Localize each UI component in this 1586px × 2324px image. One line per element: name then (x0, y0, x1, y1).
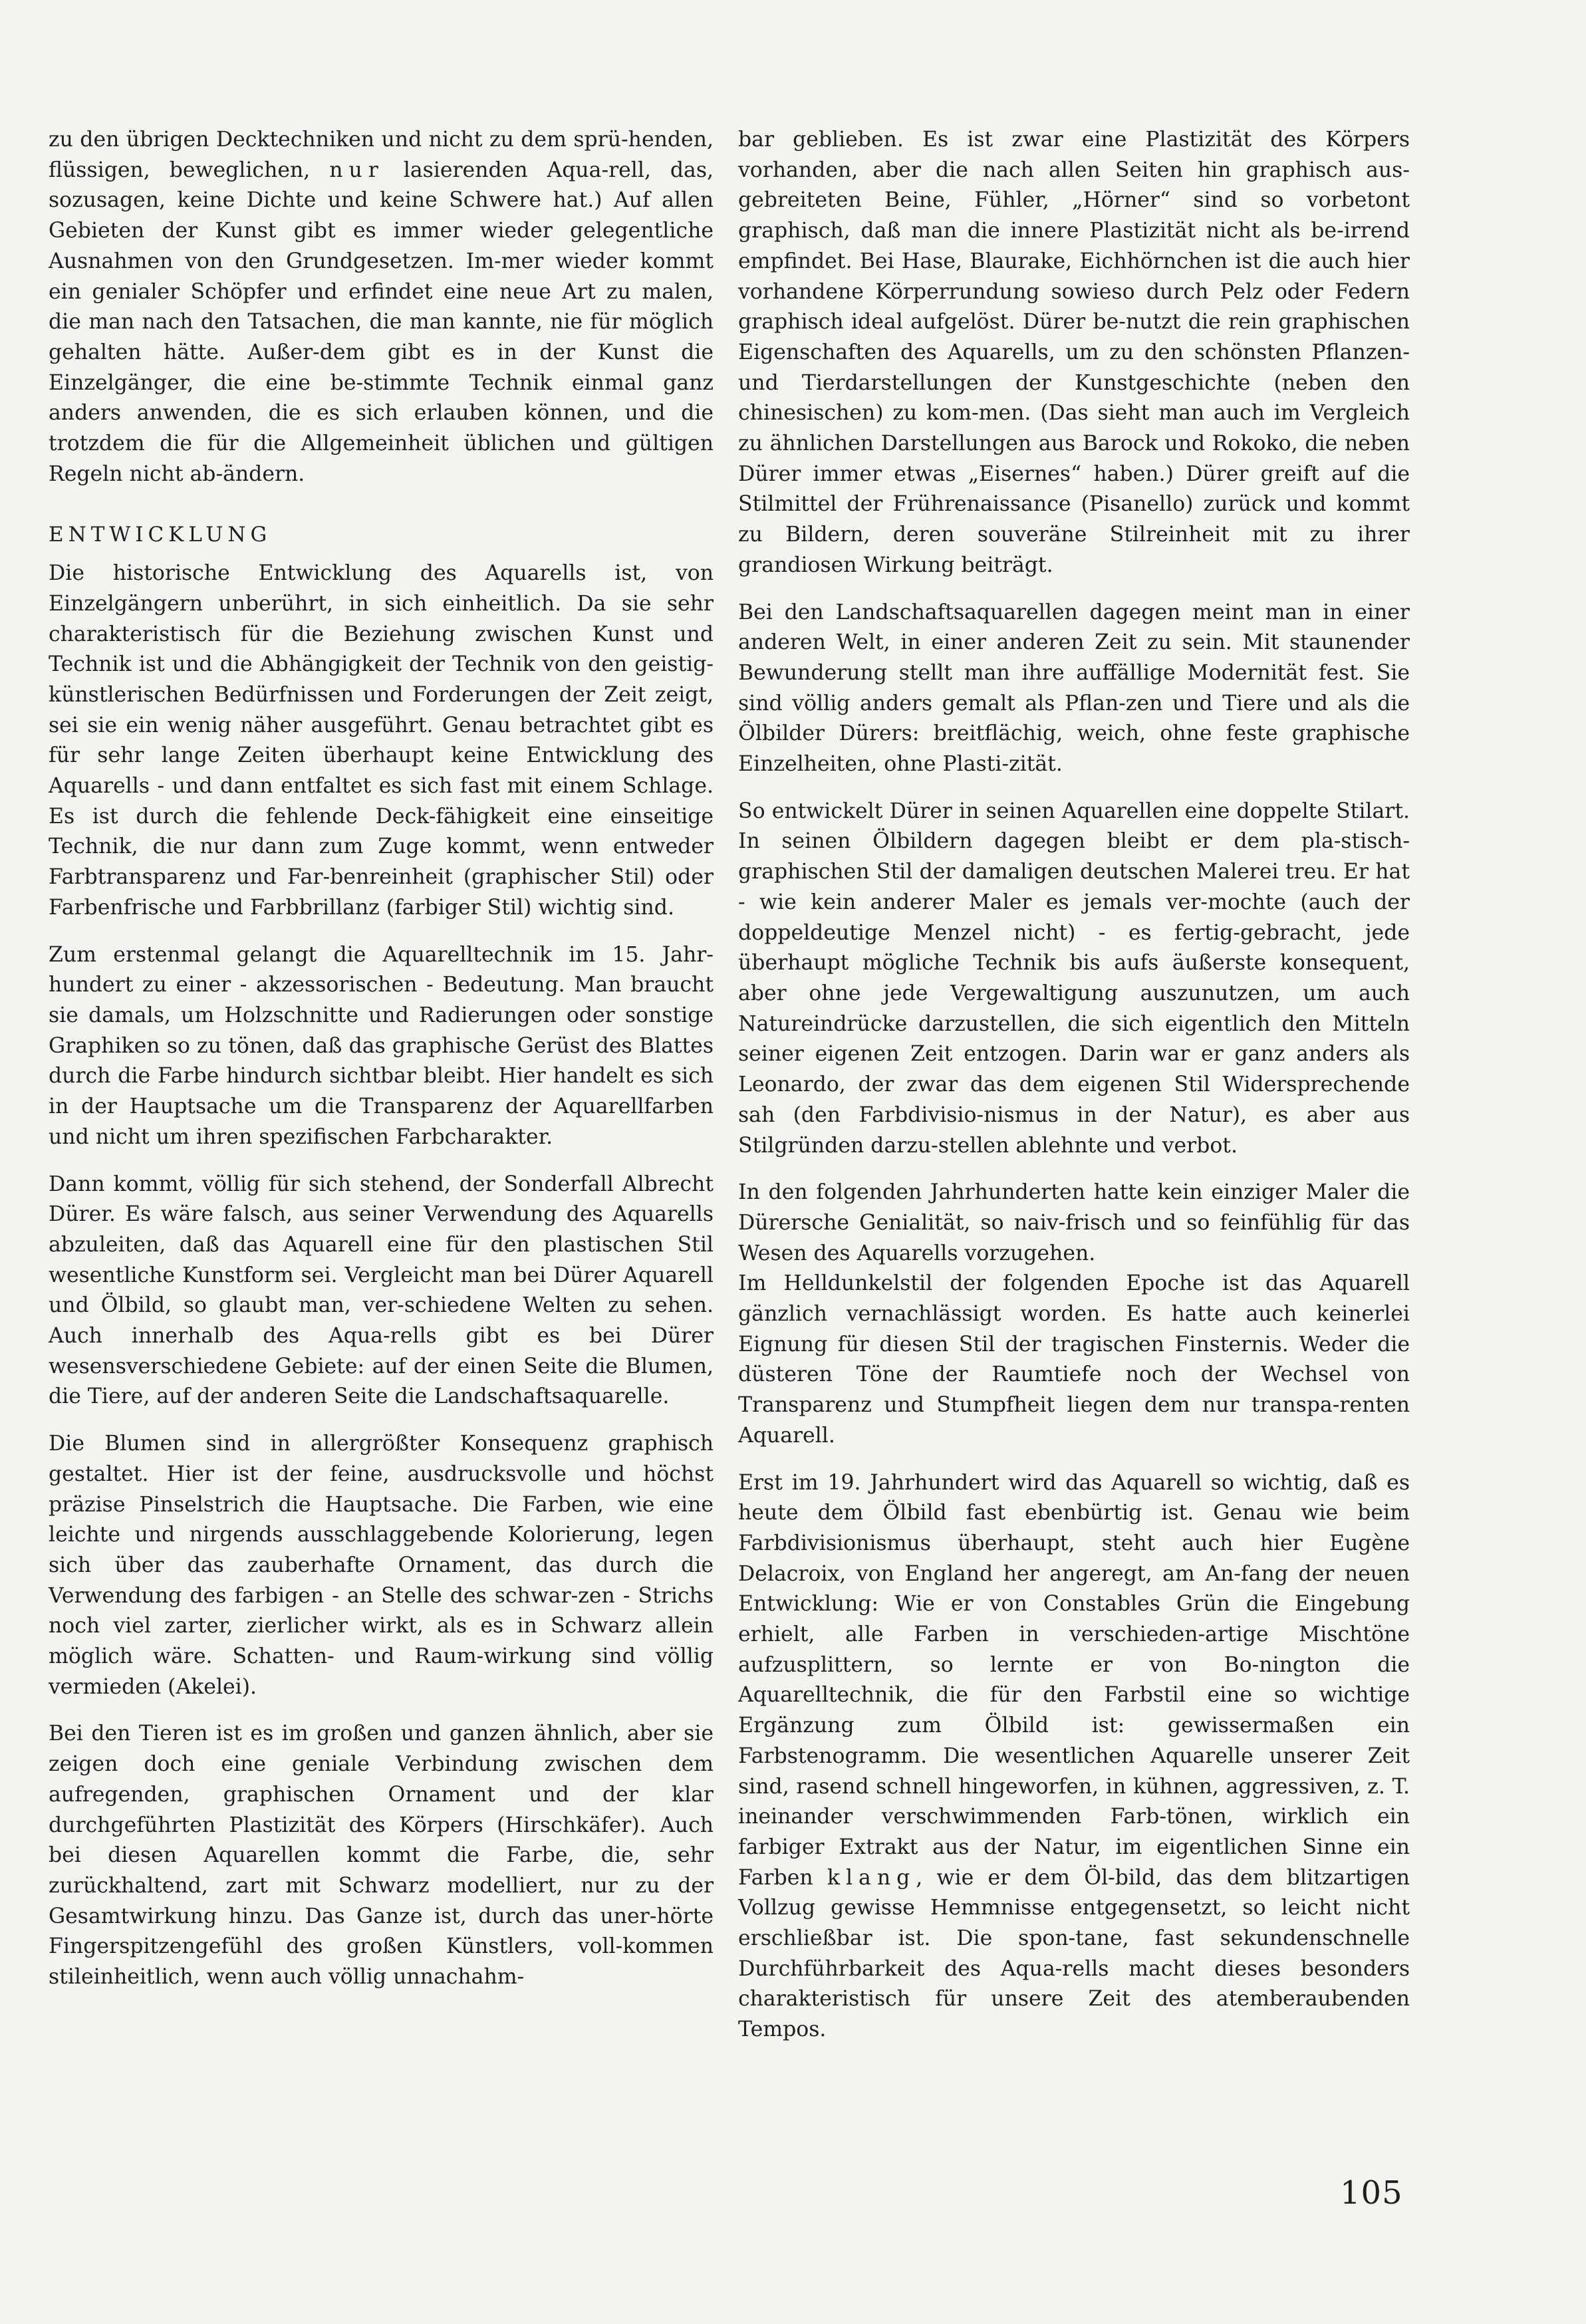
paragraph-left-2: Die historische Entwicklung des Aquarells ist, von Einzelgängern unberührt, in sich einheitlich. Da sie sehr charakteristisch für die Beziehung zwischen Kunst und Technik ist und die Abhängigkeit der Technik von den geistig-künstlerischen Bedürfnissen und Forderungen der Zeit zeigt, sei sie ein wenig näher ausgeführt. Genau betrachtet gibt es für sehr lange Zeiten überhaupt keine Entwicklung des Aquarells - und dann entfaltet es sich fast mit einem Schlage. Es ist durch die fehlende Deck-fähigkeit eine einseitige Technik, die nur dann zum Zuge kommt, wenn entweder Farbtransparenz und Far-benreinheit (graphischer Stil) oder Farbenfrische und Farbbrillanz (farbiger Stil) wichtig sind. (49, 561, 714, 920)
paragraph-right-6: Erst im 19. Jahrhundert wird das Aquarell so wichtig, daß es heute dem Ölbild fast ebenbürtig ist. Genau wie beim Farbdivisionismus überhaupt, steht auch hier Eugène Delacroix, von England her angeregt, am An-fang der neuen Entwicklung: Wie er von Constables Grün die Eingebung erhielt, alle Farben in verschieden-artige Mischtöne aufzusplittern, so lernte er von Bo-nington die Aquarelltechnik, die für den Farbstil eine so wichtige Ergänzung zum Ölbild ist: gewissermaßen ein Farbstenogramm. Die wesentlichen Aquarelle unserer Zeit sind, rasend schnell hingeworfen, in kühnen, aggressiven, z. T. ineinander verschwimmenden Farb-tönen, wirklich ein farbiger Extrakt aus der Natur, im eigentlichen Sinne ein Farben klang, wie er dem Öl-bild, das dem blitzartigen Vollzug gewisse Hemmnisse entgegensetzt, so leicht nicht erschließbar ist. Die spon-tane, fast sekundenschnelle Durchführbarkeit des Aqua-rells macht dieses besonders charakteristisch für unsere Zeit des atemberaubenden Tempos. (738, 1470, 1410, 2042)
paragraph-left-6: Bei den Tieren ist es im großen und ganzen ähnlich, aber sie zeigen doch eine geniale Verbindung zwischen dem aufregenden, graphischen Ornament und der klar durchgeführten Plastizität des Körpers (Hirschkäfer). Auch bei diesen Aquarellen kommt die Farbe, die, sehr zurückhaltend, zart mit Schwarz modelliert, nur zu der Gesamtwirkung hinzu. Das Ganze ist, durch das uner-hörte Fingerspitzengefühl des großen Künstlers, voll-kommen stileinheitlich, wenn auch völlig unnachahm- (49, 1722, 714, 1990)
paragraph-right-5: Im Helldunkelstil der folgenden Epoche ist das Aquarell gänzlich vernachlässigt worden. Es hatte auch keinerlei Eignung für diesen Stil der tragischen Finsternis. Weder die düsteren Töne der Raumtiefe noch der Wechsel von Transparenz und Stumpfheit liegen dem nur transpa-renten Aquarell. (738, 1271, 1410, 1448)
emphasis-klang: klang (827, 1865, 916, 1890)
paragraph-left-1: zu den übrigen Decktechniken und nicht zu dem sprü-henden, flüssigen, beweglichen, nur lasierenden Aqua-rell, das, sozusagen, keine Dichte und keine Schwere hat.) Auf allen Gebieten der Kunst gibt es immer wieder gelegentliche Ausnahmen von den Grundgesetzen. Im-mer wieder kommt ein genialer Schöpfer und erfindet eine neue Art zu malen, die man nach den Tatsachen, die man kannte, nie für möglich gehalten hätte. Außer-dem gibt es in der Kunst die Einzelgänger, die eine be-stimmte Technik einmal ganz anders anwenden, die es sich erlauben können, und die trotzdem die für die Allgemeinheit üblichen und gültigen Regeln nicht ab-ändern. (49, 128, 714, 486)
left-column (49, 125, 714, 2009)
paragraph-left-3: Zum erstenmal gelangt die Aquarelltechnik im 15. Jahr-hundert zu einer - akzessorischen - Bedeutung. Man braucht sie damals, um Holzschnitte und Radierungen oder sonstige Graphiken so zu tönen, daß das graphische Gerüst des Blattes durch die Farbe hindurch sichtbar bleibt. Hier handelt es sich in der Hauptsache um die Transparenz der Aquarellfarben und nicht um ihren spezifischen Farbcharakter. (49, 942, 714, 1149)
paragraph-right-3: So entwickelt Dürer in seinen Aquarellen eine doppelte Stilart. In seinen Ölbildern dagegen bleibt er dem pla-stisch-graphischen Stil der damaligen deutschen Malerei treu. Er hat - wie kein anderer Maler es jemals ver-mochte (auch der doppeldeutige Menzel nicht) - es fertig-gebracht, jede überhaupt mögliche Technik bis aufs äußerste konsequent, aber ohne jede Vergewaltigung auszunutzen, um auch Natureindrücke darzustellen, die sich eigentlich den Mitteln seiner eigenen Zeit entzogen. Darin war er ganz anders als Leonardo, der zwar das dem eigenen Stil Widersprechende sah (den Farbdivisio-nismus in der Natur), es aber aus Stilgründen darzu-stellen ablehnte und verbot. (738, 799, 1410, 1158)
paragraph-left-4: Dann kommt, völlig für sich stehend, der Sonderfall Albrecht Dürer. Es wäre falsch, aus seiner Verwendung des Aquarells abzuleiten, daß das Aquarell eine für den plastischen Stil wesentliche Kunstform sei. Vergleicht man bei Dürer Aquarell und Ölbild, so glaubt man, ver-schiedene Welten zu sehen. Auch innerhalb des Aqua-rells gibt es bei Dürer wesensverschiedene Gebiete: auf der einen Seite die Blumen, die Tiere, auf der anderen Seite die Landschaftsaquarelle. (49, 1172, 714, 1409)
paragraph-left-5: Die Blumen sind in allergrößter Konsequenz graphisch gestaltet. Hier ist der feine, ausdrucksvolle und höchst präzise Pinselstrich die Hauptsache. Die Farben, wie eine leichte und nirgends ausschlaggebende Kolorierung, legen sich über das zauberhafte Ornament, das durch die Verwendung des farbigen - an Stelle des schwar-zen - Strichs noch viel zarter, zierlicher wirkt, als es in Schwarz allein möglich wäre. Schatten- und Raum-wirkung sind völlig vermieden (Akelei). (49, 1432, 714, 1699)
right-column (738, 125, 1410, 2062)
paragraph-right-1: bar geblieben. Es ist zwar eine Plastizität des Körpers vorhanden, aber die nach allen Seiten hin graphisch aus-gebreiteten Beine, Fühler, „Hörner“ sind so vorbetont graphisch, daß man die innere Plastizität nicht als be-irrend empfindet. Bei Hase, Blaurake, Eichhörnchen ist die auch hier vorhandene Körperrundung sowieso durch Pelz oder Federn graphisch ideal aufgelöst. Dürer be-nutzt die rein graphischen Eigenschaften des Aquarells, um zu den schönsten Pflanzen- und Tierdarstellungen der Kunstgeschichte (neben den chinesischen) zu kom-men. (Das sieht man auch im Vergleich zu ähnlichen Darstellungen aus Barock und Rokoko, die neben Dürer immer etwas „Eisernes“ haben.) Dürer greift auf die Stilmittel der Frührenaissance (Pisanello) zurück und kommt zu Bildern, deren souveräne Stilreinheit mit zu ihrer grandiosen Wirkung beiträgt. (738, 128, 1410, 577)
section-heading: ENTWICKLUNG (49, 523, 272, 547)
page-number: 105 (1340, 2174, 1403, 2212)
paragraph-right-2: Bei den Landschaftsaquarellen dagegen meint man in einer anderen Welt, in einer anderen Zeit zu sein. Mit staunender Bewunderung stellt man ihre auffällige Modernität fest. Sie sind völlig anders gemalt als Pflan-zen und Tiere und als die Ölbilder Dürers: breitflächig, weich, ohne feste graphische Einzelheiten, ohne Plasti-zität. (738, 600, 1410, 777)
paragraph-right-4: In den folgenden Jahrhunderten hatte kein einziger Maler die Dürersche Genialität, so naiv-frisch und so feinfühlig für das Wesen des Aquarells vorzugehen. (738, 1180, 1410, 1265)
emphasis-nur: nur (329, 158, 384, 182)
